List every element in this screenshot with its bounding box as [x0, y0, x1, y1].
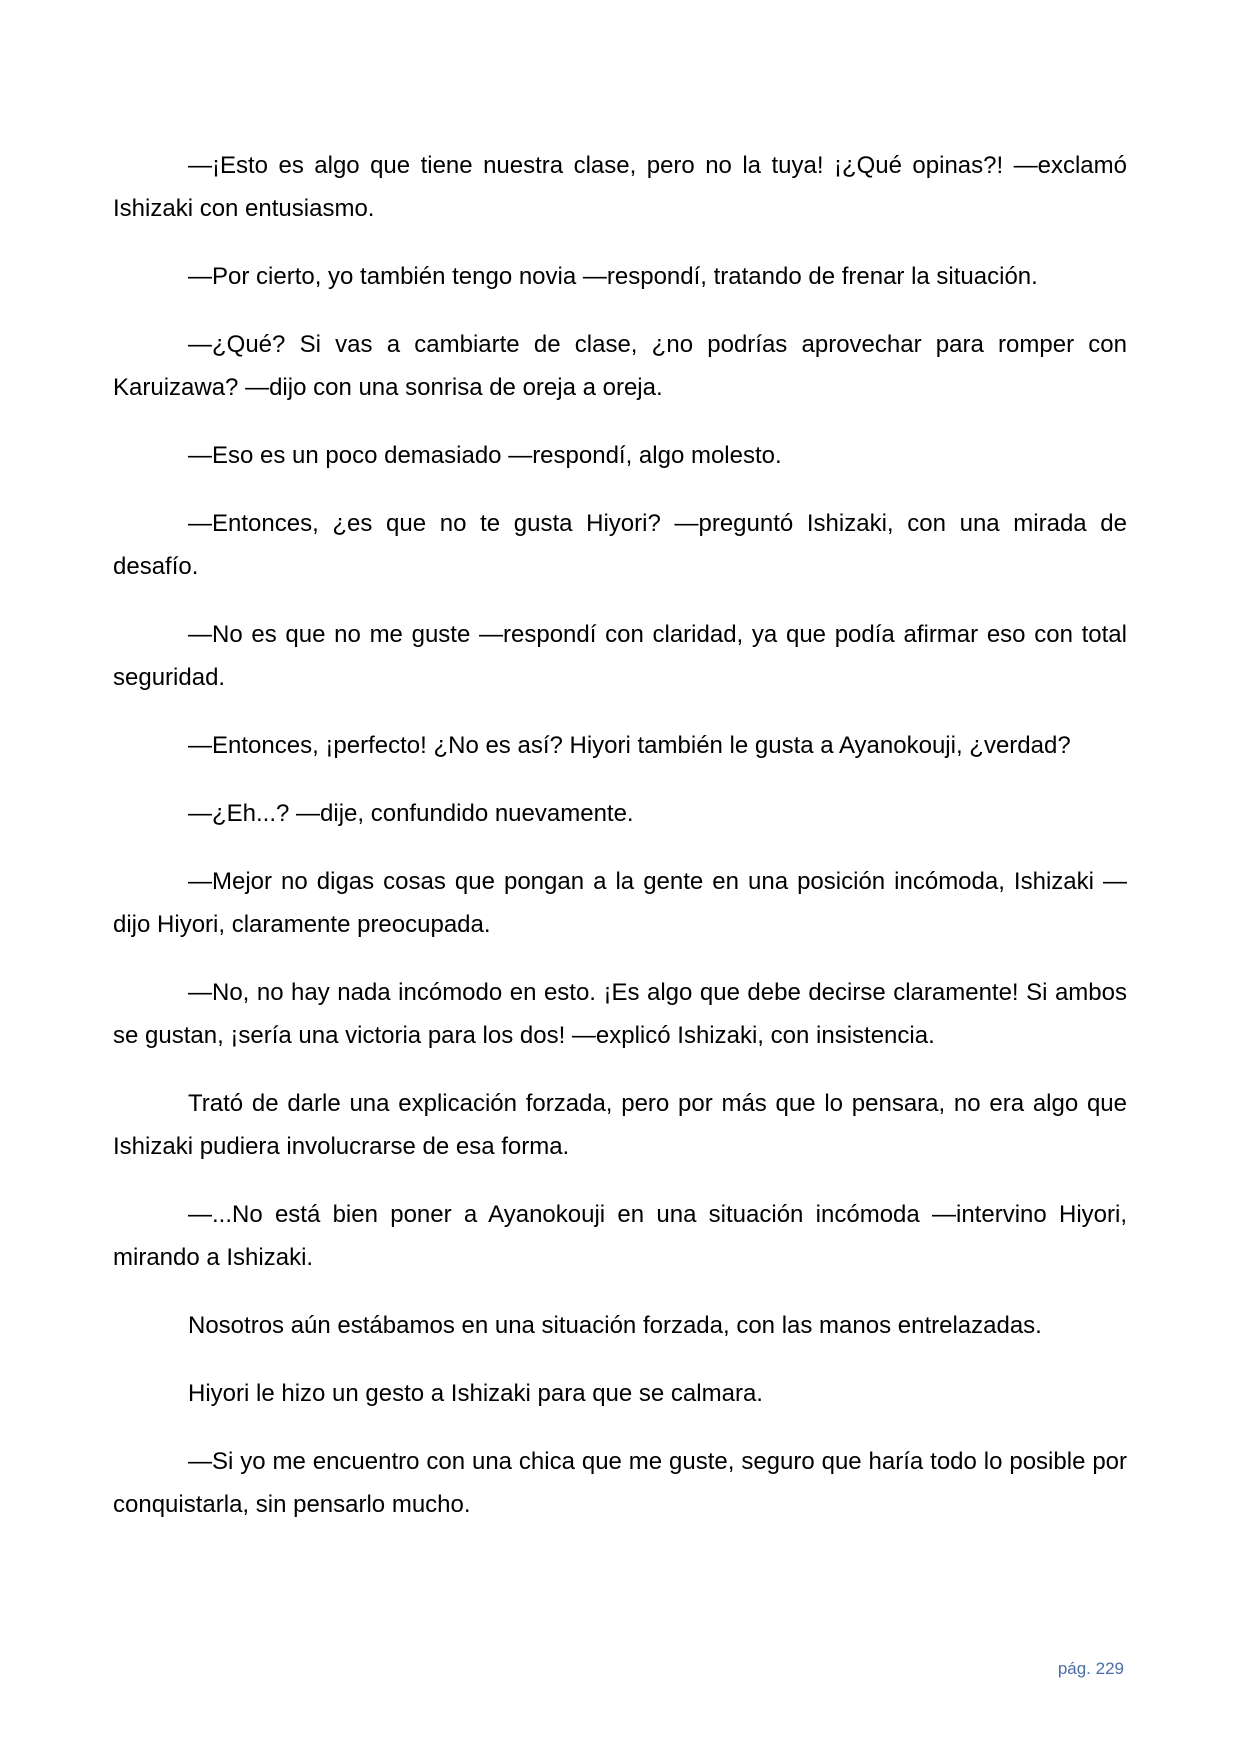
body-text	[113, 144, 1127, 1551]
paragraph: —No es que no me guste —respondí con claridad, ya que podía afirmar eso con total seguridad.	[113, 621, 1127, 691]
paragraph: —Entonces, ¿es que no te gusta Hiyori? —preguntó Ishizaki, con una mirada de desafío.	[113, 510, 1127, 580]
paragraph: —No, no hay nada incómodo en esto. ¡Es algo que debe decirse claramente! Si ambos se gustan, ¡sería una victoria para los dos! —explicó Ishizaki, con insistencia.	[113, 979, 1127, 1049]
paragraph: —Eso es un poco demasiado —respondí, algo molesto.	[188, 442, 782, 469]
paragraph: Nosotros aún estábamos en una situación forzada, con las manos entrelazadas.	[188, 1312, 1042, 1339]
paragraph: —Por cierto, yo también tengo novia —respondí, tratando de frenar la situación.	[188, 263, 1038, 290]
paragraph: —Si yo me encuentro con una chica que me guste, seguro que haría todo lo posible por conquistarla, sin pensarlo mucho.	[113, 1448, 1127, 1518]
paragraph: —¡Esto es algo que tiene nuestra clase, pero no la tuya! ¡¿Qué opinas?! —exclamó Ishizaki con entusiasmo.	[113, 152, 1127, 222]
paragraph: —Entonces, ¡perfecto! ¿No es así? Hiyori también le gusta a Ayanokouji, ¿verdad?	[188, 732, 1071, 759]
paragraph: —¿Qué? Si vas a cambiarte de clase, ¿no podrías aprovechar para romper con Karuizawa? —dijo con una sonrisa de oreja a oreja.	[113, 331, 1127, 401]
paragraph: Hiyori le hizo un gesto a Ishizaki para que se calmara.	[188, 1380, 763, 1407]
page-number: pág. 229	[1057, 1659, 1124, 1678]
paragraph: —Mejor no digas cosas que pongan a la gente en una posición incómoda, Ishizaki —dijo Hiyori, claramente preocupada.	[113, 868, 1127, 938]
paragraph: —¿Eh...? —dije, confundido nuevamente.	[188, 800, 634, 827]
paragraph: Trató de darle una explicación forzada, pero por más que lo pensara, no era algo que Ishizaki pudiera involucrarse de esa forma.	[113, 1090, 1127, 1160]
paragraph: —...No está bien poner a Ayanokouji en una situación incómoda —intervino Hiyori, mirando a Ishizaki.	[113, 1201, 1127, 1271]
